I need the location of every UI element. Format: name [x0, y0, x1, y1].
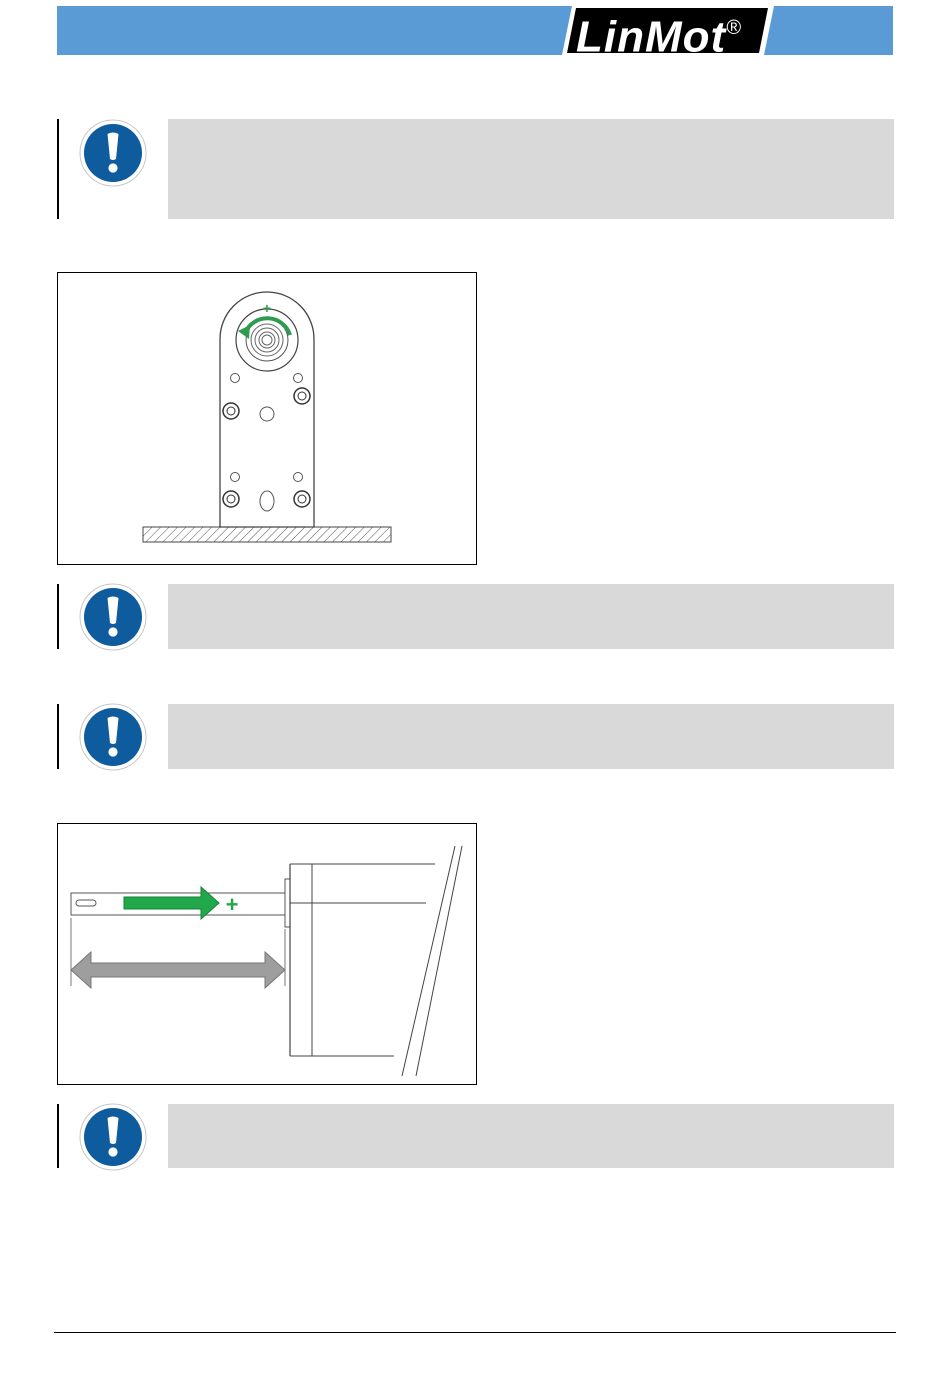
- note-block: [57, 704, 894, 769]
- note-text: [168, 584, 894, 649]
- linear-motor-figure: [57, 823, 477, 1085]
- brand-name: LinMot®: [576, 12, 742, 62]
- rotation-plus-label: +: [262, 300, 272, 316]
- exclamation-icon: [79, 703, 147, 771]
- note-block: [57, 1104, 894, 1168]
- note-rule: [57, 584, 59, 649]
- stroke-range-arrow: [71, 952, 285, 988]
- note-text: [168, 704, 894, 769]
- rotary-motor-drawing: [58, 273, 476, 564]
- note-text: [168, 119, 894, 219]
- note-rule: [57, 704, 59, 769]
- note-rule: [57, 119, 59, 219]
- linear-plus-label: +: [225, 892, 239, 917]
- note-block: [57, 584, 894, 649]
- linear-motor-drawing: [58, 824, 476, 1084]
- rotary-motor-figure: [57, 272, 477, 565]
- exclamation-icon: [79, 583, 147, 651]
- exclamation-icon: [79, 119, 147, 187]
- note-block: [57, 119, 894, 219]
- note-rule: [57, 1104, 59, 1168]
- footer-rule: [54, 1332, 896, 1333]
- exclamation-icon: [79, 1103, 147, 1171]
- note-text: [168, 1104, 894, 1168]
